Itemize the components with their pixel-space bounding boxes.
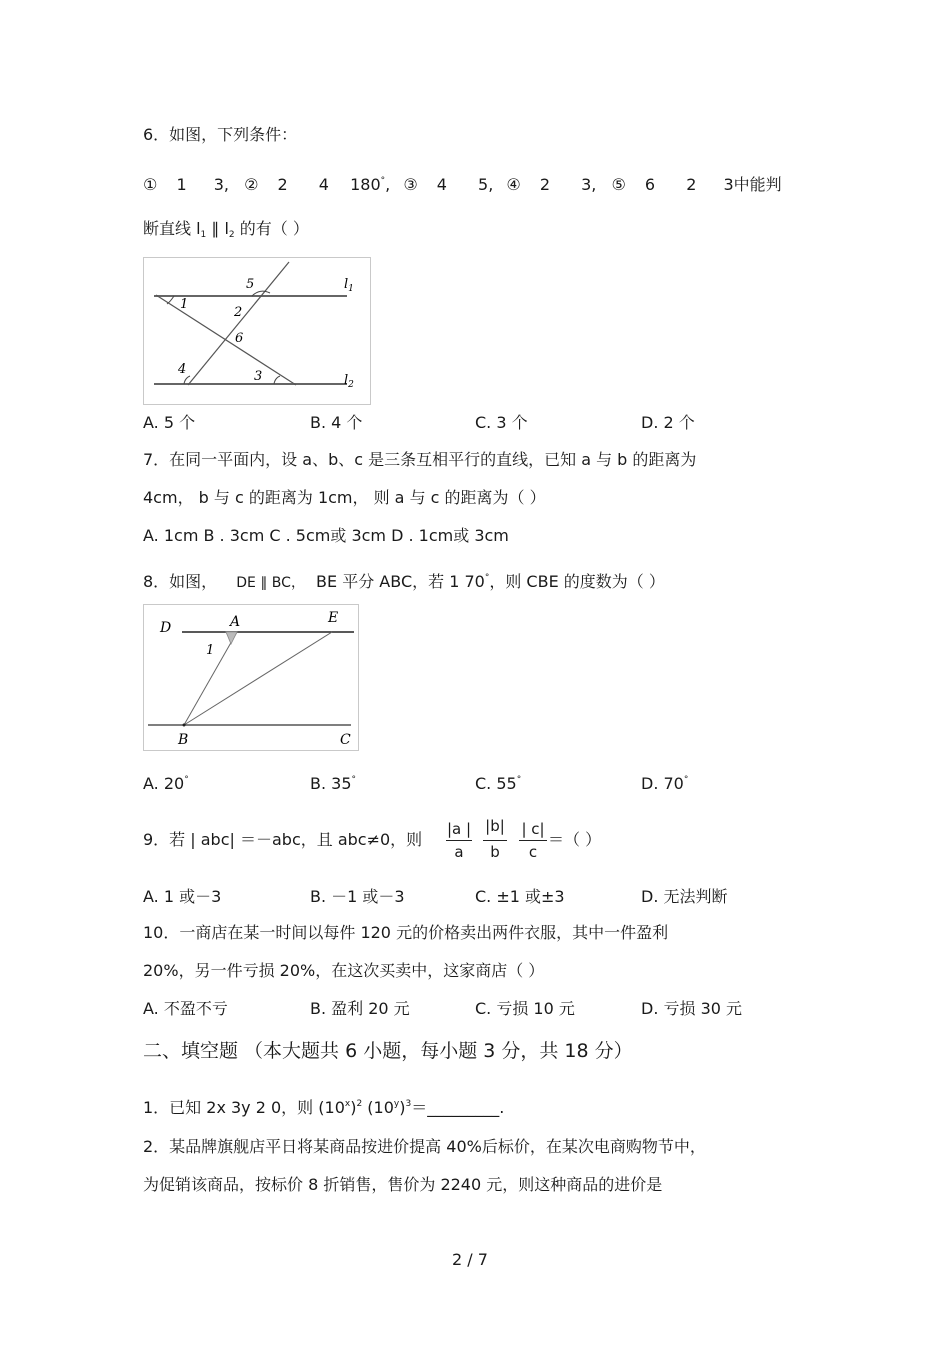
fig-label-6: 6 — [235, 331, 244, 346]
fig-label-a: A — [230, 614, 241, 630]
q10-line2: 20%，另一件亏损 20%，在这次买卖中，这家商店（ ） — [143, 961, 545, 980]
q7-options[interactable]: A. 1cm B . 3cm C . 5cm或 3cm D . 1cm或 3cm — [143, 526, 509, 545]
q10-line1: 10．一商店在某一时间以每件 120 元的价格卖出两件衣服，其中一件盈利 — [143, 923, 669, 942]
q7-line2: 4cm， b 与 c 的距离为 1cm， 则 a 与 c 的距离为（ ） — [143, 488, 546, 507]
q8-option-d[interactable]: D. 70° — [641, 774, 689, 793]
cond-5-mark: ⑤ — [611, 175, 626, 194]
q9-option-a[interactable]: A. 1 或－3 — [143, 887, 222, 906]
fig-label-1: 1 — [206, 643, 215, 658]
fill-q1: 1．已知 2x 3y 2 0，则 $(10^x)^2$ $(10^y)^3=\_\_\_\_\_\_\_\_\_$. — [143, 1098, 505, 1117]
fig-label-3: 3 — [254, 369, 263, 384]
cond-2-mark: ② — [244, 175, 259, 194]
page-number: 2 / 7 — [452, 1250, 488, 1269]
q8-option-b[interactable]: B. 35° — [310, 774, 357, 793]
q9-option-b[interactable]: B. －1 或－3 — [310, 887, 405, 906]
fill-q2-line1: 2．某品牌旗舰店平日将某商品按进价提高 40%后标价，在某次电商购物节中， — [143, 1137, 706, 1156]
q9-fraction-c: $\frac{| c|}{c}$ — [519, 820, 547, 861]
q9-fraction-b: $\frac{|b|}{b}$ — [483, 817, 507, 861]
transversal-2 — [188, 262, 289, 385]
fig-label-b: B — [178, 732, 189, 748]
cond-4-mark: ④ — [506, 175, 521, 194]
q6-stem: 6．如图，下列条件： — [143, 125, 298, 144]
q6-ask: 断直线 $l_1$ ∥ $l_2$ 的有（ ） — [143, 219, 309, 240]
q9-stem-post: ＝（ ） — [548, 830, 602, 849]
q9-option-c[interactable]: C. ±1 或±3 — [475, 887, 565, 906]
q8-option-a[interactable]: A. 20° — [143, 774, 189, 793]
fill-q1-blank[interactable]: ＝_________. — [411, 1098, 505, 1117]
q8-option-c[interactable]: C. 55° — [475, 774, 522, 793]
q6-option-a[interactable]: A. 5 个 — [143, 413, 196, 432]
q9-option-d[interactable]: D. 无法判断 — [641, 887, 728, 906]
fig-label-e: E — [328, 610, 339, 626]
angle-1-shade — [226, 632, 237, 644]
q6-figure-drawing — [144, 258, 370, 404]
transversal-1 — [156, 295, 296, 385]
q7-line1: 7．在同一平面内，设 a、b、c 是三条互相平行的直线，已知 a 与 b 的距离为 — [143, 450, 697, 469]
fig-label-1: 1 — [180, 297, 189, 312]
q10-option-c[interactable]: C. 亏损 10 元 — [475, 999, 575, 1018]
fig-label-l1: $l_1$ — [344, 277, 354, 294]
fig-label-4: 4 — [178, 362, 187, 377]
q10-option-d[interactable]: D. 亏损 30 元 — [641, 999, 743, 1018]
q6-option-b[interactable]: B. 4 个 — [310, 413, 363, 432]
fig-label-l2: $l_2$ — [344, 373, 354, 390]
cond-3-mark: ③ — [403, 175, 418, 194]
q10-option-a[interactable]: A. 不盈不亏 — [143, 999, 228, 1018]
fig-label-2: 2 — [234, 305, 243, 320]
cond-1-mark: ① — [143, 175, 158, 194]
q8-figure — [143, 604, 359, 751]
section-title: 二、填空题 （本大题共 6 小题，每小题 3 分，共 18 分） — [143, 1040, 633, 1062]
fig-label-5: 5 — [246, 277, 255, 292]
q6-figure — [143, 257, 371, 405]
q9-stem-pre: 9．若 | abc| ＝－abc，且 abc≠0，则 — [143, 830, 423, 849]
q6-conditions: ① 1 3, ② 2 4 180°, ③ 4 5, ④ 2 3, ⑤ 6 2 3中能判 — [143, 175, 782, 194]
q9-fraction-a: $\frac{|a |}{a}$ — [446, 820, 472, 861]
q10-option-b[interactable]: B. 盈利 20 元 — [310, 999, 410, 1018]
q8-figure-drawing — [144, 605, 358, 750]
fill-q2-line2: 为促销该商品，按标价 8 折销售，售价为 2240 元，则这种商品的进价是 — [143, 1175, 663, 1194]
fig-label-d: D — [160, 620, 172, 636]
fig-label-c: C — [340, 732, 351, 748]
q8-stem: 8．如图， DE ∥ BC， BE 平分 ABC，若 1 70°，则 CBE 的度数为（ ） — [143, 572, 665, 591]
q6-option-d[interactable]: D. 2 个 — [641, 413, 695, 432]
q6-option-c[interactable]: C. 3 个 — [475, 413, 528, 432]
